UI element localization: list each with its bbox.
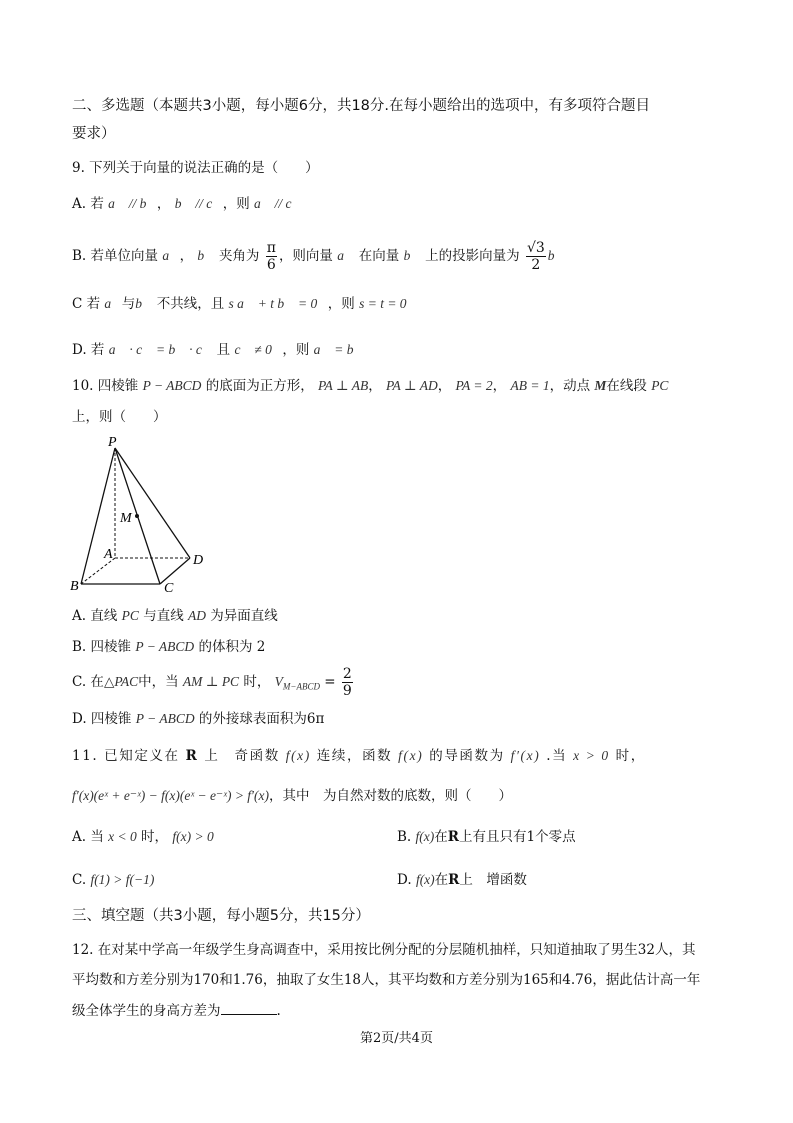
q10-stem-line2: 上，则（ ） [72, 409, 167, 425]
q10-stem: 10. 四棱锥 P − ABCD 的底面为正方形， PA ⊥ AB， PA ⊥ AD， PA = 2， AB = 1，动点 M在线段 PC [72, 378, 669, 394]
q9-option-b: B. 若单位向量 a⃗， b⃗ 夹角为 $\frac{\pi}{6}$ ，则向量 a⃗ 在向量 b⃗ 上的投影向量为 $\frac{√3}{2}$ b⃗ [72, 240, 566, 273]
q9-stem: 9. 下列关于向量的说法正确的是（ ） [72, 160, 319, 176]
label-c: C [164, 581, 174, 596]
pyramid-figure [66, 432, 226, 602]
q12-line3: 级全体学生的身高方差为 . [72, 1000, 281, 1021]
point-m [135, 514, 139, 518]
q12-line2: 平均数和方差分别为170和1.76，抽取了女生18人，其平均数和方差分别为165和4.76，据此估计高一年 [72, 972, 701, 988]
q11-options-row2 [72, 870, 732, 890]
q10-option-a: A. 直线 PC 与直线 AD 为异面直线 [72, 608, 278, 624]
q12-line1: 12. 在对某中学高一年级学生身高调查中，采用按比例分配的分层随机抽样，只知道抽取了男生32人，其 [72, 942, 696, 958]
q11-option-d: D. f(x)在R上 增函数 [397, 872, 527, 888]
label-m: M [120, 511, 132, 526]
pi-over-6: $\frac{\pi}{6}$ [266, 240, 276, 273]
q9-option-c: C 若 a⃗与b⃗ 不共线，且 s a⃗ + t b⃗ = 0⃗，则 s = t = 0 [72, 296, 407, 312]
two-ninths: $\frac{2}{9}$ [342, 666, 352, 699]
q11-stem: 11. 已知定义在 R 上 奇函数 f(x) 连续，函数 f(x) 的导函数为 f′(x) .当 x > 0 时， [72, 748, 646, 764]
q11-option-c: C. f(1) > f(−1) [72, 872, 155, 888]
q10-option-c: C. 在△PAC中，当 AM ⊥ PC 时， $V_{M-ABCD}$ = $\frac{2}{9}$ [72, 666, 352, 699]
q11-stem-line2: f′(x)(eˣ + e⁻ˣ) − f(x)(eˣ − e⁻ˣ) > f′(x)，其中 为自然对数的底数，则（ ） [72, 788, 512, 804]
sqrt3-over-2: $\frac{√3}{2}$ [526, 240, 545, 273]
label-b: B [70, 579, 79, 594]
q10-option-d: D. 四棱锥 P − ABCD 的外接球表面积为6π [72, 711, 325, 727]
page-footer: 第2页/共4页 [360, 1031, 433, 1046]
q11-option-a: A. 当 x < 0 时， f(x) > 0 [72, 829, 214, 845]
edge-pb [81, 448, 115, 584]
label-d: D [193, 553, 204, 568]
q12-answer-blank[interactable] [221, 1000, 277, 1015]
q10-option-b: B. 四棱锥 P − ABCD 的体积为 2 [72, 639, 266, 655]
q11-options-row1 [72, 827, 732, 847]
label-p: P [108, 435, 117, 450]
edge-pd [115, 448, 190, 558]
q9-option-a: A. 若 a⃗ // b⃗， b⃗ // c⃗，则 a⃗ // c⃗ [72, 196, 302, 212]
section-2-heading-line2: 要求） [72, 126, 116, 142]
q11-option-b: B. f(x)在R上有且只有1个零点 [397, 829, 576, 845]
q9-option-d: D. 若 a⃗ · c⃗ = b⃗ · c⃗ 且 c⃗ ≠ 0⃗，则 a⃗ = b⃗ [72, 342, 365, 358]
section-3-heading: 三、填空题（共3小题，每小题5分，共15分） [72, 908, 370, 924]
label-a: A [104, 547, 113, 562]
section-2-heading-line1: 二、多选题（本题共3小题，每小题6分，共18分.在每小题给出的选项中，有多项符合题目 [72, 98, 651, 114]
